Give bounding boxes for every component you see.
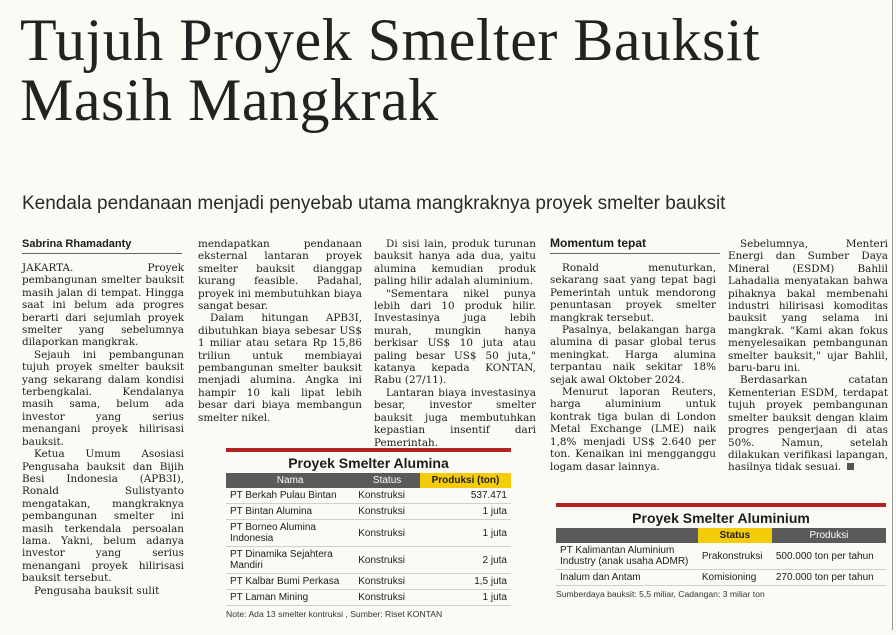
paragraph: Pengusaha bauksit sulit (34, 584, 160, 597)
table-row (226, 590, 511, 606)
table-cell: PT Kalbar Bumi Perkasa (226, 574, 354, 590)
paragraph: JAKARTA. Proyek pembangunan smelter bauksit masih jalan di tempat. Hingga saat ini belum ada progres berarti dari sejumlah proyek smelter yang sebelumnya dilaporkan mangkrak. (22, 262, 184, 349)
table-title: Proyek Smelter Aluminium (556, 503, 886, 528)
deck-subtitle: Kendala pendanaan menjadi penyebab utama mangkraknya proyek smelter bauksit (22, 193, 726, 214)
table-cell: Komisioning (698, 570, 772, 586)
table-cell: 1 juta (420, 504, 511, 520)
paragraph: Dalam hitungan APB3I, dibutuhkan biaya sebesar US$ 1 miliar atau setara Rp 15,86 triliun untuk membiayai pembangunan smelter bauksit menjadi alumina. Angka ini hampir 10 kali lipat lebih besar dari biaya membangun smelter nikel. (198, 312, 362, 424)
headline: Tujuh Proyek Smelter Bauksit Masih Mangkrak (20, 7, 761, 133)
column-header: Status (354, 473, 420, 488)
table-header-row (556, 528, 886, 543)
table-smelter-alumina (226, 448, 511, 619)
table-cell: Inalum dan Antam (556, 570, 698, 586)
table-cell: PT Laman Mining (226, 590, 354, 606)
column-header: Status (698, 528, 772, 543)
paragraph: mendapatkan pendanaan eksternal lantaran proyek smelter bauksit dianggap kurang feasible. Padahal, proyek ini membutuhkan biaya sangat besar. (198, 238, 362, 313)
paragraph: Di sisi lain, produk turunan bauksit hanya ada dua, yaitu alumina kemudian produk paling hilir adalah aluminium. (374, 238, 536, 288)
table-note: Sumberdaya bauksit: 5,5 miliar, Cadangan: 3 miliar ton (556, 589, 765, 599)
table-cell: 1 juta (420, 590, 511, 606)
table-header-row (226, 473, 511, 488)
paragraph-text: Berdasarkan catatan Kementerian ESDM, terdapat tujuh proyek pembangunan smelter bauksit dengan klaim progres pengerjaan di atas 50%. Namun, setelah dilakukan verifikasi lapangan, hasilnya tidak sesuai. (728, 374, 888, 474)
article-column-2 (198, 238, 362, 424)
table-cell: 270.000 ton per tahun (772, 570, 886, 586)
table-cell: 1 juta (420, 520, 511, 547)
column-header: Produksi (ton) (420, 473, 511, 488)
table-row (556, 543, 886, 570)
paragraph (728, 374, 888, 473)
column-header: Produksi (772, 528, 886, 543)
table-cell: Prakonstruksi (698, 543, 772, 570)
column-header (556, 528, 698, 543)
byline: Sabrina Rhamadanty (22, 238, 182, 254)
table-note: Note: Ada 13 smelter kontruksi , Sumber: Riset KONTAN (226, 609, 443, 619)
article-column-3 (374, 238, 536, 449)
article-column-5 (728, 238, 888, 474)
table-row (226, 488, 511, 504)
data-table (226, 473, 511, 606)
table-row (226, 547, 511, 574)
table-row (226, 574, 511, 590)
article-column-1 (22, 262, 184, 597)
table-cell: PT Kalimantan Aluminium Industry (anak usaha ADMR) (556, 543, 698, 570)
paragraph: Pasalnya, belakangan harga alumina di pasar global terus meningkat. Harga alumina terpantau naik sekitar 18% sejak awal Oktober 2024. (550, 324, 716, 386)
data-table (556, 528, 886, 586)
paragraph: Ronald menuturkan, sekarang saat yang tepat bagi Pemerintah untuk mendorong penuntasan proyek smelter mangkrak tersebut. (550, 262, 716, 324)
table-cell: Konstruksi (354, 547, 420, 574)
end-of-article-square-icon (847, 463, 854, 470)
table-cell: PT Berkah Pulau Bintan (226, 488, 354, 504)
table-cell: Konstruksi (354, 488, 420, 504)
paragraph: Sejauh ini pembangunan tujuh proyek smelter bauksit yang sekarang dalam kondisi terbengkalai. Kendalanya masih sama, belum ada investor yang serius menangani proyek hilirisasi bauksit. (22, 348, 184, 448)
table-cell: 2 juta (420, 547, 511, 574)
table-cell: PT Borneo Alumina Indonesia (226, 520, 354, 547)
paragraph: Ketua Umum Asosiasi Pengusaha bauksit dan Bijih Besi Indonesia (APB3I), Ronald Sulistyanto mengatakan, mangkraknya pembangunan smelter ini masih terkendala persoalan lama. Yakni, belum adanya investor yang serius menangani proyek hilirisasi bauksit tersebut. (22, 448, 184, 585)
table-row (556, 570, 886, 586)
table-cell: 500.000 ton per tahun (772, 543, 886, 570)
column-header: Nama (226, 473, 354, 488)
table-cell: Konstruksi (354, 504, 420, 520)
table-cell: PT Dinamika Sejahtera Mandiri (226, 547, 354, 574)
paragraph: Sebelumnya, Menteri Energi dan Sumber Daya Mineral (ESDM) Bahlil Lahadalia menyatakan bahwa pihaknya bakal membenahi industri hilirisasi komoditas bauksit yang selama ini mangkrak. "Kami akan fokus menyelesaikan pembangunan smelter bauksit," ujar Bahlil, baru-baru ini. (728, 238, 888, 375)
table-cell: 1,5 juta (420, 574, 511, 590)
table-cell: Konstruksi (354, 520, 420, 547)
paragraph: Menurut laporan Reuters, harga aluminium untuk kontrak tiga bulan di London Metal Exchange (LME) naik 1,8% menjadi US$ 2.640 per ton. Kenaikan ini mengganggu logam dasar lainnya. (550, 386, 716, 473)
table-row (226, 504, 511, 520)
subhead-momentum: Momentum tepat (550, 236, 720, 254)
paragraph: Lantaran biaya investasinya besar, investor smelter bauksit juga membutuhkan kepastian insentif dari Pemerintah. (374, 386, 536, 449)
table-cell: Konstruksi (354, 590, 420, 606)
table-row (226, 520, 511, 547)
table-smelter-aluminium (556, 503, 886, 599)
table-cell: 537.471 (420, 488, 511, 504)
paragraph: "Sementara nikel punya lebih dari 10 produk hilir. Investasinya juga lebih murah, mungkin hanya berkisar US$ 10 juta atau paling besar US$ 50 juta," katanya kepada KONTAN, Rabu (27/11). (374, 287, 536, 387)
article-column-4 (550, 262, 716, 473)
table-cell: PT Bintan Alumina (226, 504, 354, 520)
table-title: Proyek Smelter Alumina (226, 448, 511, 473)
table-cell: Konstruksi (354, 574, 420, 590)
